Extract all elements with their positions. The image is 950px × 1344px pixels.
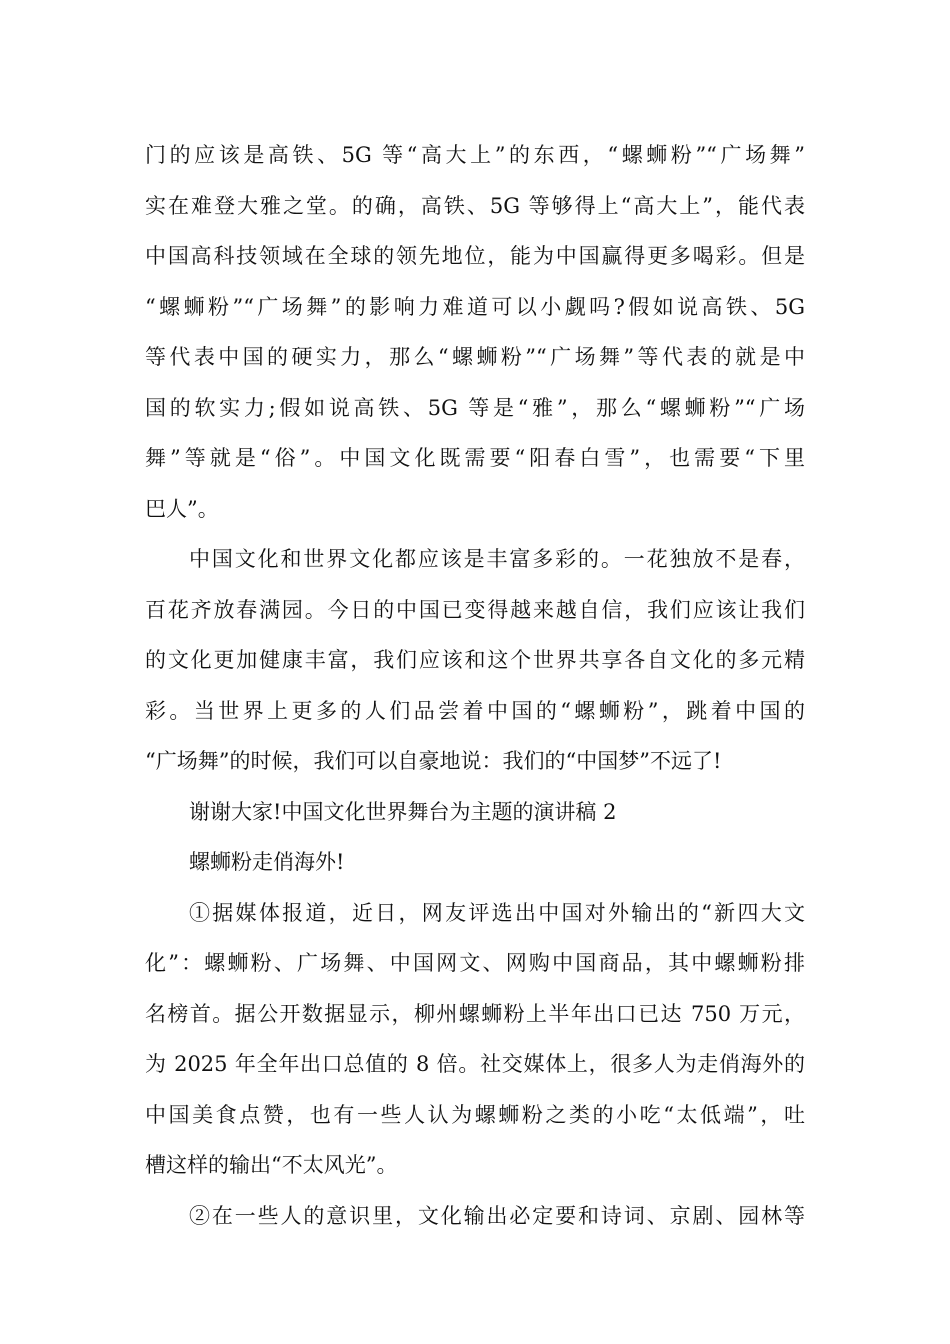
text-line: 中国文化和世界文化都应该是丰富多彩的。一花独放不是春， <box>189 547 805 571</box>
paragraph <box>145 1191 805 1242</box>
paragraph <box>145 787 805 838</box>
text-line: ①据媒体报道，近日，网友评选出中国对外输出的“新四大文 <box>189 900 805 925</box>
text-line: 彩。当世界上更多的人们品尝着中国的“螺蛳粉”，跳着中国的 <box>145 698 805 723</box>
text-line: 巴人”。 <box>145 496 219 521</box>
paragraph <box>145 130 805 534</box>
text-line: 的文化更加健康丰富，我们应该和这个世界共享各自文化的多元精 <box>145 648 805 672</box>
text-line: 名榜首。据公开数据显示，柳州螺蛳粉上半年出口已达 750 万元， <box>145 1001 805 1026</box>
text-line: 谢谢大家!中国文化世界舞台为主题的演讲稿 2 <box>189 799 617 824</box>
text-line: 槽这样的输出“不太风光”。 <box>145 1153 398 1177</box>
text-line: 舞”等就是“俗”。中国文化既需要“阳春白雪”，也需要“下里 <box>145 446 805 470</box>
document-body <box>145 130 805 1241</box>
text-line: 百花齐放春满园。今日的中国已变得越来越自信，我们应该让我们 <box>145 597 805 622</box>
paragraph <box>145 534 805 787</box>
paragraph <box>145 888 805 1191</box>
text-line: ②在一些人的意识里，文化输出必定要和诗词、京剧、园林等 <box>189 1203 805 1228</box>
text-line: 门的应该是高铁、5G 等“高大上”的东西，“螺蛳粉”“广场舞” <box>145 143 805 167</box>
text-line: 等代表中国的硬实力，那么“螺蛳粉”“广场舞”等代表的就是中 <box>145 345 805 369</box>
text-line: 螺蛳粉走俏海外! <box>189 850 345 874</box>
paragraph <box>145 837 805 888</box>
text-line: 实在难登大雅之堂。的确，高铁、5G 等够得上“高大上”，能代表 <box>145 193 805 218</box>
text-line: “螺蛳粉”“广场舞”的影响力难道可以小觑吗?假如说高铁、5G <box>145 294 805 319</box>
text-line: 中国美食点赞，也有一些人认为螺蛳粉之类的小吃“太低端”，吐 <box>145 1102 805 1127</box>
text-line: 化”：螺蛳粉、广场舞、中国网文、网购中国商品，其中螺蛳粉排 <box>145 951 805 975</box>
text-line: “广场舞”的时候，我们可以自豪地说：我们的“中国梦”不远了! <box>145 749 722 773</box>
text-line: 中国高科技领域在全球的领先地位，能为中国赢得更多喝彩。但是 <box>145 244 805 268</box>
text-line: 为 2025 年全年出口总值的 8 倍。社交媒体上，很多人为走俏海外的 <box>145 1052 805 1076</box>
text-line: 国的软实力;假如说高铁、5G 等是“雅”，那么“螺蛳粉”“广场 <box>145 395 805 420</box>
